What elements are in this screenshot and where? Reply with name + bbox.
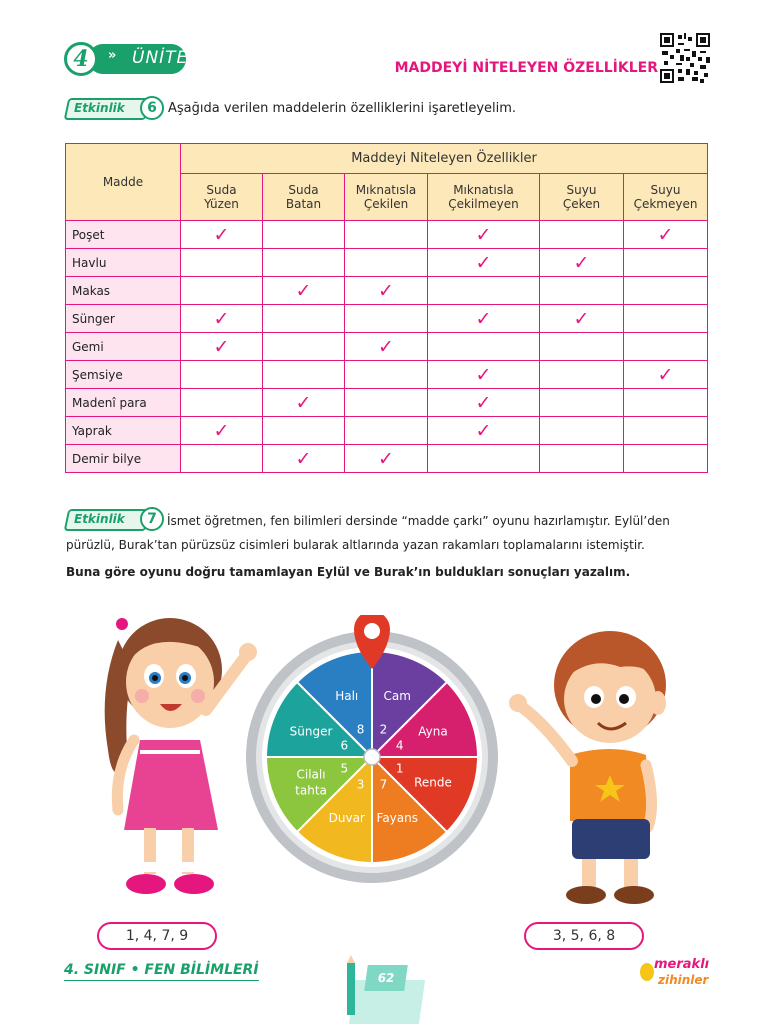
page-number: 62 bbox=[364, 965, 408, 991]
material-name: Yaprak bbox=[66, 417, 181, 445]
material-name: Sünger bbox=[66, 305, 181, 333]
table-cell[interactable] bbox=[624, 445, 708, 473]
madde-header: Madde bbox=[66, 144, 181, 221]
material-name: Makas bbox=[66, 277, 181, 305]
column-header-6 bbox=[624, 174, 708, 221]
activity-7-question: Buna göre oyunu doğru tamamlayan Eylül ve Burak’ın buldukları sonuçları yazalım. bbox=[66, 565, 631, 579]
table-cell[interactable] bbox=[181, 445, 263, 473]
wheel-segment-number: 8 bbox=[356, 722, 365, 737]
check-icon[interactable]: ✓ bbox=[540, 249, 624, 277]
boy-illustration bbox=[500, 615, 675, 910]
table-cell[interactable] bbox=[624, 249, 708, 277]
table-cell[interactable] bbox=[181, 277, 263, 305]
check-icon[interactable]: ✓ bbox=[540, 305, 624, 333]
wheel-segment-label: Sünger bbox=[289, 724, 333, 739]
check-icon[interactable]: ✓ bbox=[181, 221, 263, 249]
wheel-segment-number: 2 bbox=[379, 722, 388, 737]
table-cell[interactable] bbox=[181, 249, 263, 277]
footer-grade-subject: 4. SINIF • FEN BİLİMLERİ bbox=[64, 962, 259, 981]
activity-number: 7 bbox=[140, 507, 164, 531]
table-cell[interactable] bbox=[624, 305, 708, 333]
wheel-segment-label: Rende bbox=[414, 775, 452, 790]
check-icon[interactable]: ✓ bbox=[263, 277, 345, 305]
activity-number: 6 bbox=[140, 96, 164, 120]
material-name: Havlu bbox=[66, 249, 181, 277]
column-header-5 bbox=[540, 174, 624, 221]
activity-tag-label: Etkinlik bbox=[74, 101, 125, 115]
check-icon[interactable]: ✓ bbox=[181, 417, 263, 445]
table-row bbox=[66, 277, 708, 305]
table-row bbox=[66, 249, 708, 277]
table-row bbox=[66, 333, 708, 361]
table-cell[interactable] bbox=[428, 445, 540, 473]
check-icon[interactable]: ✓ bbox=[428, 417, 540, 445]
material-name: Şemsiye bbox=[66, 361, 181, 389]
column-header-line: Suda bbox=[206, 183, 237, 197]
lightbulb-icon bbox=[640, 963, 654, 981]
table-cell[interactable] bbox=[181, 361, 263, 389]
check-icon[interactable]: ✓ bbox=[428, 249, 540, 277]
column-header-line: Yüzen bbox=[204, 197, 239, 211]
table-cell[interactable] bbox=[540, 221, 624, 249]
table-cell[interactable] bbox=[263, 221, 345, 249]
material-name: Demir bilye bbox=[66, 445, 181, 473]
table-cell[interactable] bbox=[345, 389, 428, 417]
wheel-segment-number: 7 bbox=[379, 777, 388, 792]
wheel-segment-number: 5 bbox=[340, 761, 349, 776]
table-cell[interactable] bbox=[263, 333, 345, 361]
properties-table bbox=[65, 143, 708, 473]
table-cell[interactable] bbox=[624, 389, 708, 417]
wheel-segment-number: 4 bbox=[395, 738, 404, 753]
table-cell[interactable] bbox=[540, 277, 624, 305]
check-icon[interactable]: ✓ bbox=[181, 305, 263, 333]
wheel-segment-label: Cam bbox=[383, 689, 411, 704]
properties-group-header: Maddeyi Niteleyen Özellikler bbox=[181, 144, 708, 174]
table-cell[interactable] bbox=[428, 333, 540, 361]
table-cell[interactable] bbox=[540, 361, 624, 389]
check-icon[interactable]: ✓ bbox=[345, 445, 428, 473]
column-header-1 bbox=[181, 174, 263, 221]
table-cell[interactable] bbox=[345, 221, 428, 249]
material-name: Gemi bbox=[66, 333, 181, 361]
column-header-4 bbox=[428, 174, 540, 221]
column-header-line: Çekmeyen bbox=[633, 197, 698, 211]
table-cell[interactable] bbox=[428, 277, 540, 305]
wheel-segment-label: Ayna bbox=[418, 724, 448, 739]
table-cell[interactable] bbox=[345, 249, 428, 277]
table-row bbox=[66, 417, 708, 445]
activity-tag-label: Etkinlik bbox=[74, 512, 125, 526]
unit-label: ÜNİTE bbox=[132, 48, 189, 68]
table-row bbox=[66, 445, 708, 473]
table-row bbox=[66, 361, 708, 389]
column-header-line: Çekilmeyen bbox=[448, 197, 519, 211]
check-icon[interactable]: ✓ bbox=[428, 221, 540, 249]
wheel-segment-label: Halı bbox=[335, 689, 359, 704]
material-name: Madenî para bbox=[66, 389, 181, 417]
logo-line2: zihinler bbox=[658, 973, 709, 987]
check-icon[interactable]: ✓ bbox=[263, 445, 345, 473]
answer-burak[interactable]: 3, 5, 6, 8 bbox=[524, 922, 644, 950]
table-cell[interactable] bbox=[263, 249, 345, 277]
column-header-2 bbox=[263, 174, 345, 221]
publisher-logo bbox=[640, 955, 712, 995]
table-cell[interactable] bbox=[540, 333, 624, 361]
table-cell[interactable] bbox=[624, 333, 708, 361]
column-header-line: Batan bbox=[285, 197, 322, 211]
wheel-segment-number: 3 bbox=[356, 777, 365, 792]
table-cell[interactable] bbox=[540, 445, 624, 473]
table-cell[interactable] bbox=[624, 277, 708, 305]
activity-6-instruction: Aşağıda verilen maddelerin özelliklerini işaretleyelim. bbox=[168, 101, 517, 116]
check-icon[interactable]: ✓ bbox=[428, 305, 540, 333]
check-icon[interactable]: ✓ bbox=[345, 277, 428, 305]
column-header-line: Çekilen bbox=[363, 197, 409, 211]
check-icon[interactable]: ✓ bbox=[428, 361, 540, 389]
check-icon[interactable]: ✓ bbox=[345, 333, 428, 361]
unit-number: 4 bbox=[64, 42, 98, 76]
check-icon[interactable]: ✓ bbox=[624, 221, 708, 249]
table-cell[interactable] bbox=[540, 389, 624, 417]
matter-wheel bbox=[240, 615, 504, 885]
material-name: Poşet bbox=[66, 221, 181, 249]
wheel-segment-number: 6 bbox=[340, 738, 349, 753]
wheel-segment-label: Cilalı tahta bbox=[295, 767, 327, 798]
table-cell[interactable] bbox=[263, 361, 345, 389]
column-header-line: Suyu bbox=[566, 183, 597, 197]
check-icon[interactable]: ✓ bbox=[428, 389, 540, 417]
unit-badge bbox=[64, 40, 188, 78]
table-cell[interactable] bbox=[263, 305, 345, 333]
column-header-line: Suyu bbox=[650, 183, 681, 197]
table-row bbox=[66, 389, 708, 417]
table-cell[interactable] bbox=[263, 417, 345, 445]
column-header-line: Çeken bbox=[562, 197, 601, 211]
wheel-segment-number: 1 bbox=[395, 761, 404, 776]
check-icon[interactable]: ✓ bbox=[181, 333, 263, 361]
answer-eylul[interactable]: 1, 4, 7, 9 bbox=[97, 922, 217, 950]
table-cell[interactable] bbox=[181, 389, 263, 417]
activity-7-text-line2: pürüzlü, Burak’tan pürüzsüz cisimleri bularak altlarında yazan rakamları toplamalarını istemiştir. bbox=[66, 538, 645, 552]
logo-line1: meraklı bbox=[654, 957, 710, 972]
column-header-line: Suda bbox=[288, 183, 319, 197]
table-cell[interactable] bbox=[345, 361, 428, 389]
column-header-3 bbox=[345, 174, 428, 221]
qr-code-icon[interactable] bbox=[660, 33, 710, 83]
pencil-icon bbox=[344, 955, 358, 1015]
table-cell[interactable] bbox=[345, 305, 428, 333]
check-icon[interactable]: ✓ bbox=[624, 361, 708, 389]
table-cell[interactable] bbox=[624, 417, 708, 445]
table-row bbox=[66, 305, 708, 333]
check-icon[interactable]: ✓ bbox=[263, 389, 345, 417]
table-row bbox=[66, 221, 708, 249]
column-header-line: Mıknatısla bbox=[355, 183, 417, 197]
section-title: MADDEYİ NİTELEYEN ÖZELLİKLER bbox=[394, 60, 658, 76]
wheel-segment-label: Fayans bbox=[376, 810, 418, 825]
column-header-line: Mıknatısla bbox=[453, 183, 514, 197]
activity-7-text-line1: İsmet öğretmen, fen bilimleri dersinde “madde çarkı” oyunu hazırlamıştır. Eylül’den bbox=[167, 514, 670, 528]
table-cell[interactable] bbox=[540, 417, 624, 445]
table-cell[interactable] bbox=[345, 417, 428, 445]
wheel-segment-label: Duvar bbox=[328, 810, 365, 825]
chevron-right-icon: » bbox=[108, 48, 117, 63]
